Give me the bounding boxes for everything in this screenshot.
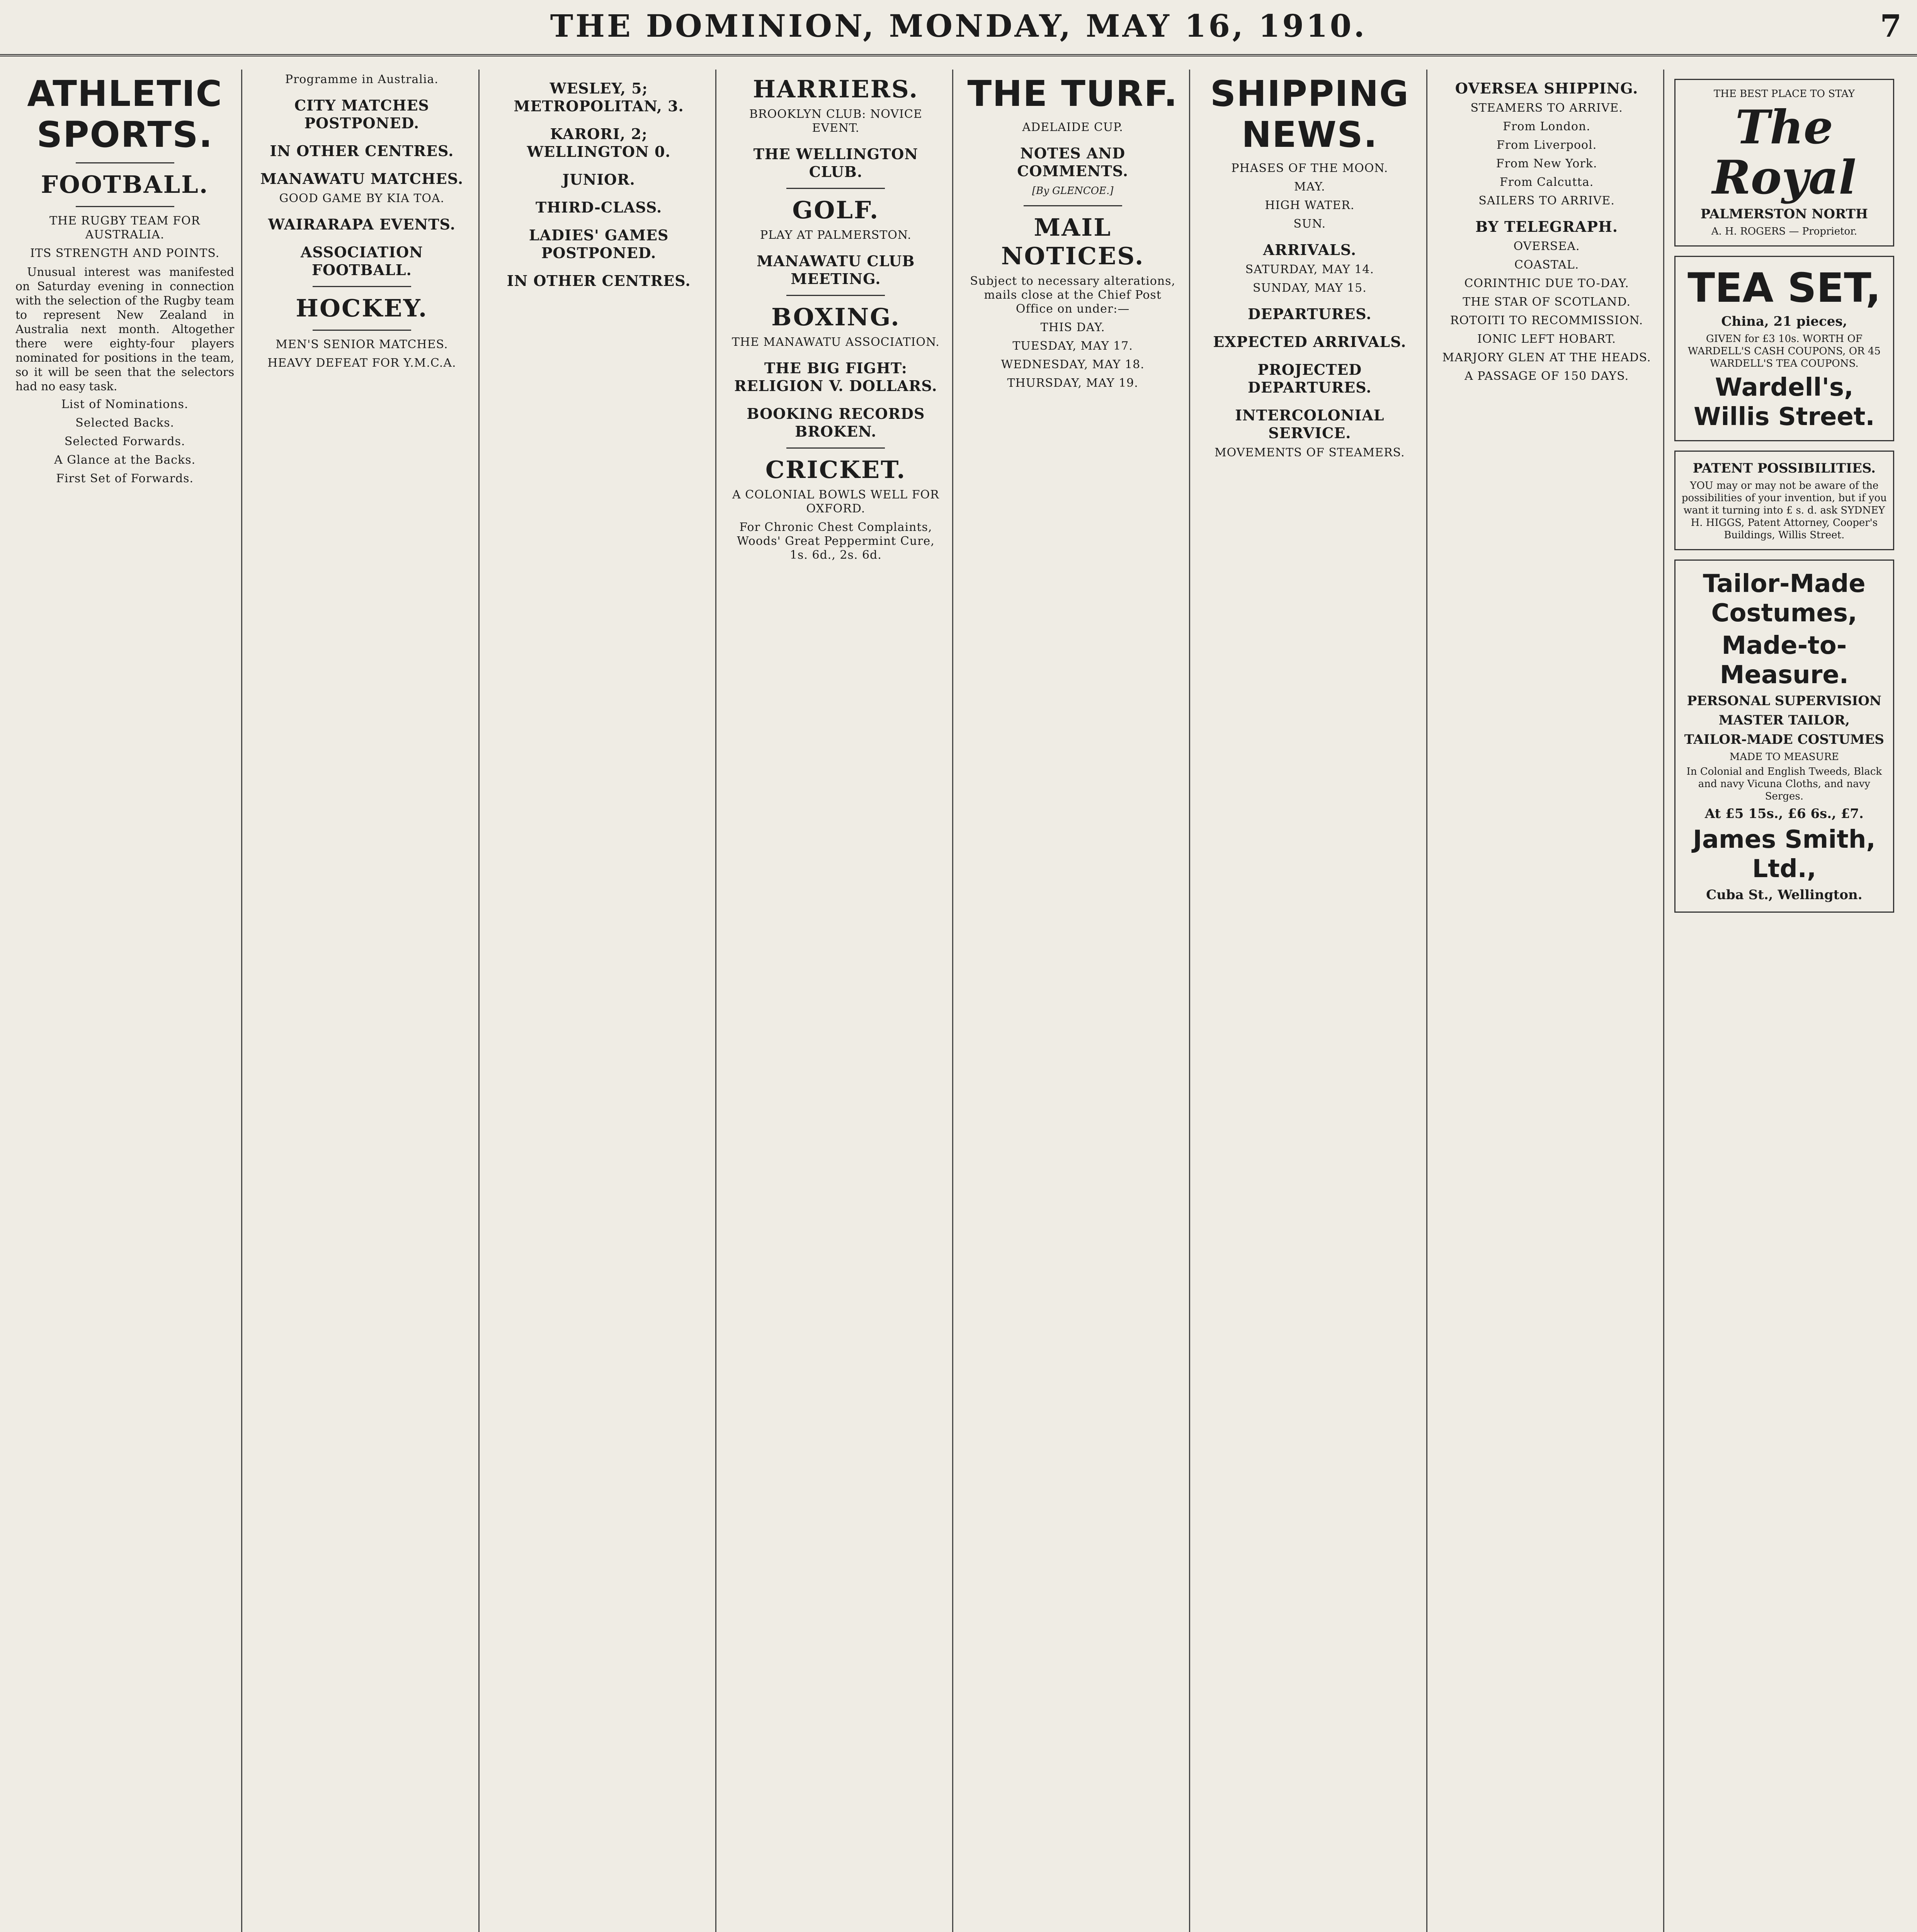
mail-heading: MAIL NOTICES. [1001,213,1145,270]
ionic-heading: IONIC LEFT HOBART. [1477,332,1616,346]
notes-heading: NOTES AND COMMENTS. [1017,145,1128,180]
royal-location: PALMERSTON NORTH [1700,206,1868,222]
manawatu-association-heading: THE MANAWATU ASSOCIATION. [731,335,940,349]
column-hockey-continued [490,70,716,1932]
programme-heading: Programme in Australia. [285,73,439,86]
patent-ad [1674,451,1894,550]
divider [786,295,885,296]
column-shipping [1200,70,1427,1932]
masthead [0,0,1917,56]
moon-heading: PHASES OF THE MOON. [1231,162,1388,175]
tea-set-offer: GIVEN for £3 10s. WORTH OF WARDELL'S CASH COUPONS, OR 45 WARDELL'S TEA COUPONS. [1687,333,1881,369]
james-smith-name: James Smith, Ltd., [1693,825,1876,883]
backs-heading: Selected Backs. [75,416,175,430]
high-water-heading: HIGH WATER. [1265,199,1355,212]
golf-sub-heading: PLAY AT PALMERSTON. [760,228,912,242]
wesley-heading: WESLEY, 5; METROPOLITAN, 3. [514,80,684,115]
expected-arrivals-heading: EXPECTED ARRIVALS. [1213,333,1407,350]
peppermint-notice: For Chronic Chest Complaints, Woods' Great Peppermint Cure, 1s. 6d., 2s. 6d. [737,520,935,562]
page-number: 7 [1880,8,1902,44]
by-telegraph-heading: BY TELEGRAPH. [1475,218,1618,235]
personal-supervision: PERSONAL SUPERVISION [1687,693,1882,709]
tea-set-china: China, 21 pieces, [1721,314,1847,329]
cricket-heading: CRICKET. [765,456,906,484]
mail-thursday: THURSDAY, MAY 19. [1007,376,1138,390]
divider [786,188,885,189]
karori-heading: KARORI, 2; WELLINGTON 0. [527,125,671,160]
third-class-heading: THIRD-CLASS. [535,199,662,216]
kia-toa-heading: GOOD GAME BY KIA TOA. [279,192,445,205]
mail-tuesday: TUESDAY, MAY 17. [1012,339,1133,353]
heavy-defeat-heading: HEAVY DEFEAT FOR Y.M.C.A. [267,356,456,370]
patent-heading: PATENT POSSIBILITIES. [1692,461,1876,476]
marjory-heading: MARJORY GLEN AT THE HEADS. [1442,351,1651,364]
mail-subheading: Subject to necessary alterations, mails close at the Chief Post Office on under:— [970,274,1176,316]
from-london: From London. [1503,120,1590,133]
wellington-club-heading: THE WELLINGTON CLUB. [753,145,919,180]
manawatu-club-heading: MANAWATU CLUB MEETING. [757,252,915,287]
turf-heading: THE TURF. [967,73,1178,114]
column-oversea [1437,70,1664,1932]
master-tailor: MASTER TAILOR, [1718,713,1850,728]
coastal-heading: COASTAL. [1514,258,1579,272]
column-sports [15,70,242,1932]
moon-month: MAY. [1294,180,1325,194]
royal-tagline: THE BEST PLACE TO STAY [1713,88,1855,100]
intercolonial-heading: INTERCOLONIAL SERVICE. [1235,406,1385,442]
first-set-heading: First Set of Forwards. [56,472,194,485]
wardells-name: Wardell's, Willis Street. [1694,373,1875,431]
to-arrive-heading: STEAMERS TO ARRIVE. [1470,101,1623,115]
royal-hotel-ad [1674,79,1894,247]
records-heading: BOOKING RECORDS BROKEN. [747,405,925,440]
football-heading: FOOTBALL. [41,170,209,199]
manawatu-heading: MANAWATU MATCHES. [260,170,464,187]
other-centres-heading: IN OTHER CENTRES. [507,272,691,289]
shipping-heading: SHIPPING NEWS. [1210,73,1409,155]
forwards-heading: Selected Forwards. [64,435,185,448]
tailor-costumes: TAILOR-MADE COSTUMES [1684,732,1884,747]
byline: [By GLENCOE.] [1032,185,1114,197]
mail-wednesday: WEDNESDAY, MAY 18. [1001,358,1145,371]
from-new-york: From New York. [1496,157,1597,170]
column-football-continued [252,70,479,1932]
rotoiti-heading: ROTOITI TO RECOMMISSION. [1450,314,1643,327]
serges-text: In Colonial and English Tweeds, Black and navy Vicuna Cloths, and navy Serges. [1686,766,1882,802]
rugby-team-heading: THE RUGBY TEAM FOR AUSTRALIA. [49,214,201,242]
divider [313,286,411,287]
city-matches-heading: CITY MATCHES POSTPONED. [294,97,429,132]
divider [1024,205,1122,206]
golf-heading: GOLF. [792,196,879,224]
ladies-heading: LADIES' GAMES POSTPONED. [529,226,669,262]
mail-this-day: THIS DAY. [1040,321,1105,334]
corinthic-heading: CORINTHIC DUE TO-DAY. [1464,277,1629,290]
prices: At £5 15s., £6 6s., £7. [1704,806,1864,821]
movements-heading: MOVEMENTS OF STEAMERS. [1214,446,1405,459]
column-harriers [726,70,953,1932]
other-centres-heading: IN OTHER CENTRES. [270,142,454,160]
oversea-heading: OVERSEA SHIPPING. [1455,80,1638,97]
oxford-heading: A COLONIAL BOWLS WELL FOR OXFORD. [732,488,939,515]
from-calcutta: From Calcutta. [1499,175,1594,189]
sun-heading: SUN. [1293,217,1326,231]
hockey-heading: HOCKEY. [296,294,428,322]
boxing-heading: BOXING. [771,303,900,331]
nominations-heading: List of Nominations. [61,398,189,411]
divider [786,447,885,449]
divider [76,206,174,207]
tailor-ad [1674,560,1894,913]
made-to-measure: MADE TO MEASURE [1729,751,1839,763]
adelaide-heading: ADELAIDE CUP. [1022,121,1123,134]
patent-text: YOU may or may not be aware of the possibilities of your invention, but if you want it turning into £ s. d. ask SYDNEY H. HIGGS, Patent Attorney, Cooper's Buildings, Willis Street. [1681,480,1887,541]
brooklyn-heading: BROOKLYN CLUB: NOVICE EVENT. [749,107,922,135]
made-to-measure-heading: Made-to-Measure. [1720,631,1849,689]
divider [76,162,174,163]
star-heading: THE STAR OF SCOTLAND. [1463,295,1631,309]
passage-heading: A PASSAGE OF 150 DAYS. [1465,369,1629,383]
newspaper-columns [15,70,1901,1932]
departures-heading: DEPARTURES. [1248,305,1372,323]
tailor-heading: Tailor-Made Costumes, [1703,570,1866,628]
association-heading: ASSOCIATION FOOTBALL. [300,243,423,279]
tea-set-heading: TEA SET, [1687,264,1881,311]
column-turf [963,70,1190,1932]
arrivals-heading: ARRIVALS. [1263,241,1357,259]
arrivals-sunday: SUNDAY, MAY 15. [1252,281,1367,295]
james-smith-address: Cuba St., Wellington. [1706,887,1863,903]
tea-set-ad [1674,256,1894,441]
glance-heading: A Glance at the Backs. [54,453,196,467]
royal-proprietor: A. H. ROGERS — Proprietor. [1711,226,1857,237]
strength-heading: ITS STRENGTH AND POINTS. [30,247,220,260]
royal-logo: The Royal [1712,100,1856,205]
sports-heading: ATHLETIC SPORTS. [27,73,223,155]
oversea-subheading: OVERSEA. [1513,240,1580,253]
arrivals-saturday: SATURDAY, MAY 14. [1245,263,1374,276]
junior-heading: JUNIOR. [562,171,635,188]
divider [313,330,411,331]
column-advertisements [1674,70,1901,1932]
wairarapa-heading: WAIRARAPA EVENTS. [268,216,456,233]
sailers-heading: SAILERS TO ARRIVE. [1478,194,1615,207]
projected-departures-heading: PROJECTED DEPARTURES. [1248,361,1372,396]
harriers-heading: HARRIERS. [753,75,919,103]
sports-intro: Unusual interest was manifested on Saturday evening in connection with the selection of the Rugby team to represent New Zealand in Australia next month. Altogether there were eighty-four players nominated for positions in the team, so it will be seen that the selectors had no easy task. [15,265,235,393]
page-title: THE DOMINION, MONDAY, MAY 16, 1910. [550,8,1367,44]
senior-heading: MEN'S SENIOR MATCHES. [276,338,448,351]
from-liverpool: From Liverpool. [1497,138,1597,152]
big-fight-heading: THE BIG FIGHT: RELIGION V. DOLLARS. [734,359,937,395]
